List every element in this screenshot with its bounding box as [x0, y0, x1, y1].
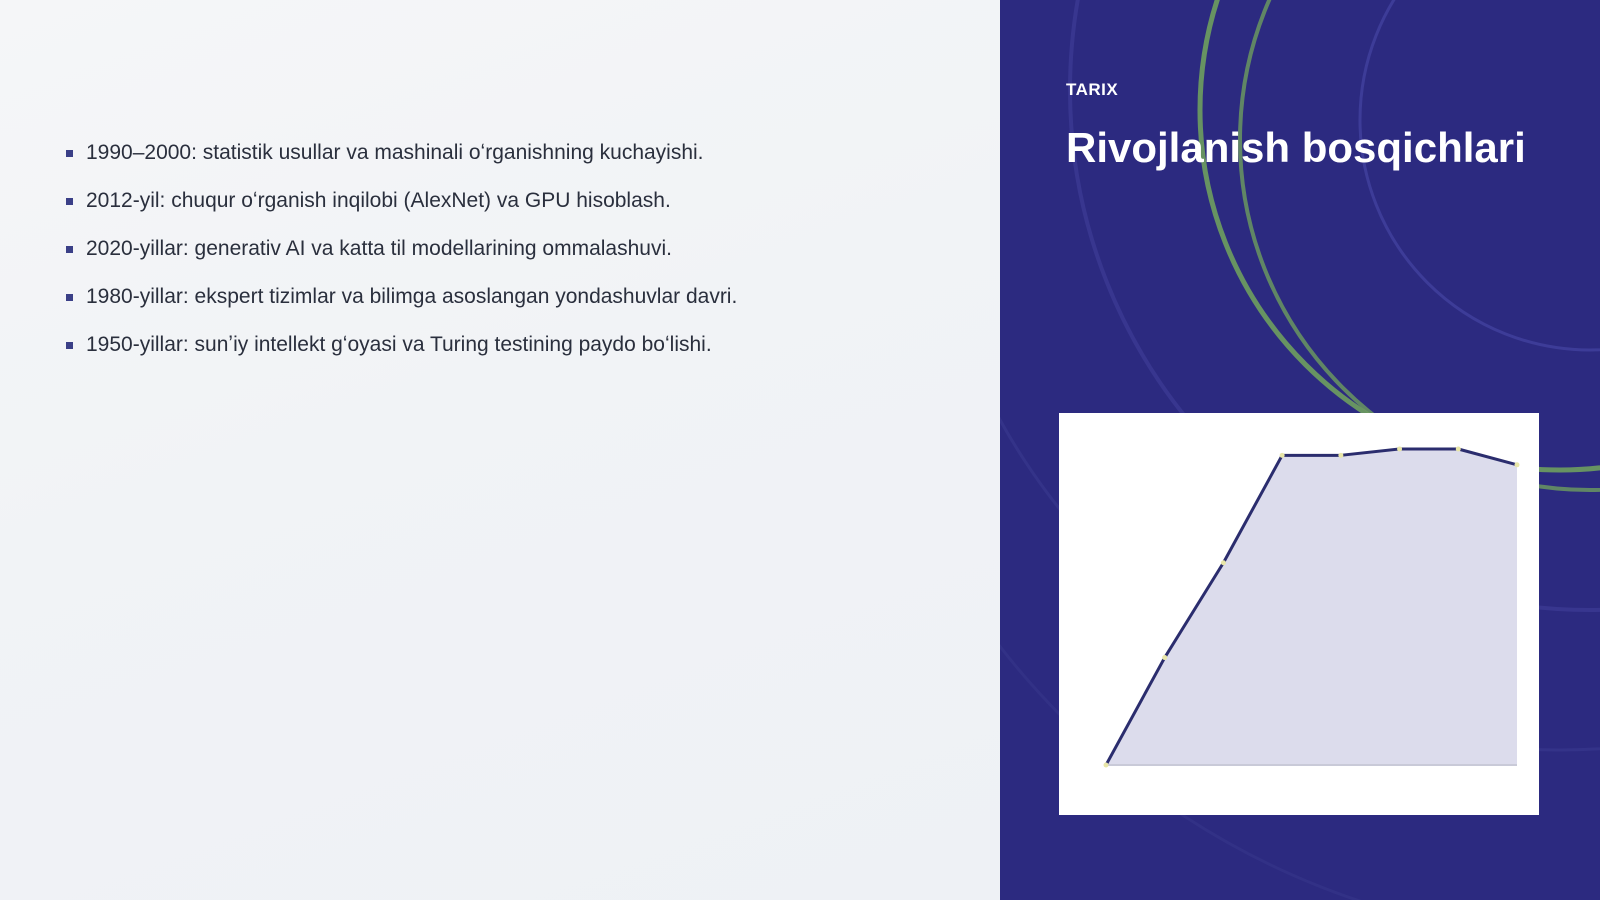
list-item: [66, 138, 737, 186]
list-item: [66, 186, 737, 234]
data-point: [1338, 453, 1343, 458]
faint-arc-1: [1360, 0, 1600, 350]
bullet-marker-icon: [66, 342, 73, 349]
list-item-text: 1990–2000: statistik usullar va mashinali oʻrganishning kuchayishi.: [86, 141, 704, 164]
list-item-text: 2012-yil: chuqur oʻrganish inqilobi (AlexNet) va GPU hisoblash.: [86, 189, 671, 212]
slide-title: Rivojlanish bosqichlari: [1066, 124, 1526, 171]
data-point: [1104, 763, 1109, 768]
bullet-marker-icon: [66, 198, 73, 205]
list-item: [66, 234, 737, 282]
bullet-marker-icon: [66, 150, 73, 157]
title-panel: [1000, 0, 1600, 900]
data-point: [1456, 447, 1461, 452]
chart-card: [1059, 413, 1539, 815]
data-point: [1515, 462, 1520, 467]
timeline-list: [66, 138, 737, 378]
list-item: [66, 282, 737, 330]
accent-arc-outer: [1200, 0, 1600, 470]
data-point: [1162, 655, 1167, 660]
data-point: [1280, 453, 1285, 458]
list-item-text: 1950-yillar: sunʼiy intellekt gʻoyasi va Turing testining paydo boʻlishi.: [86, 333, 712, 356]
bullet-marker-icon: [66, 246, 73, 253]
area-chart: [1059, 413, 1539, 815]
section-eyebrow: TARIX: [1066, 80, 1119, 99]
data-point: [1221, 560, 1226, 565]
list-item-text: 1980-yillar: ekspert tizimlar va bilimga asoslangan yondashuvlar davri.: [86, 285, 738, 308]
list-item-text: 2020-yillar: generativ AI va katta til modellarining ommalashuvi.: [86, 237, 672, 260]
bullet-marker-icon: [66, 294, 73, 301]
list-item: [66, 330, 737, 378]
data-point: [1397, 447, 1402, 452]
area-fill: [1106, 449, 1517, 765]
